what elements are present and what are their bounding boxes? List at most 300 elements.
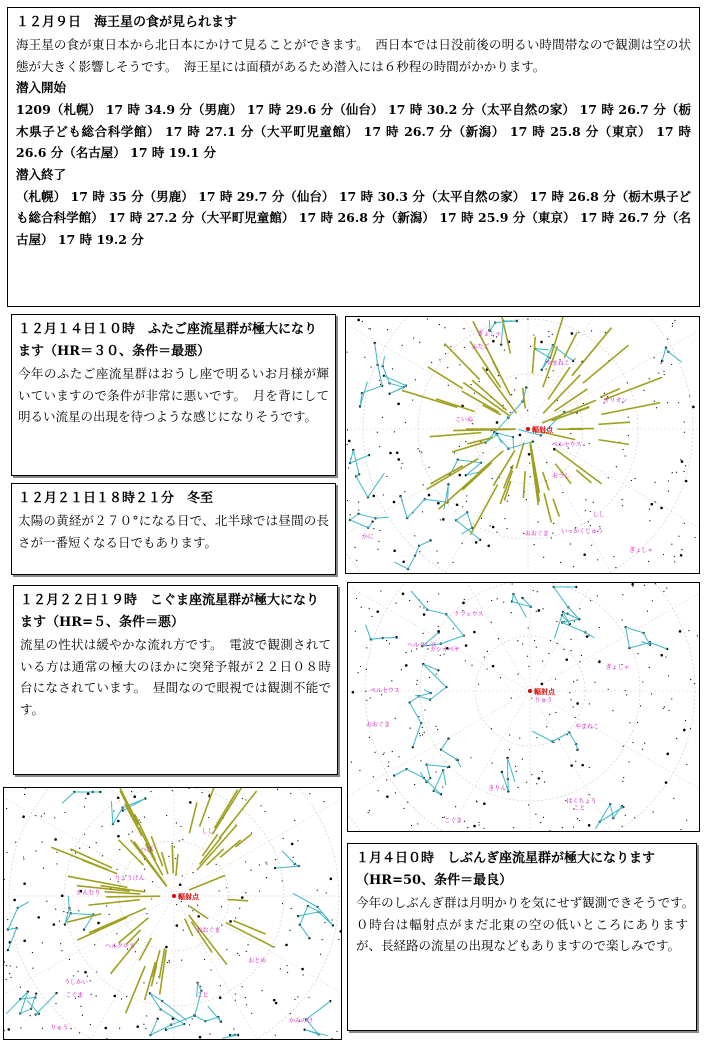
star (42, 1028, 43, 1029)
star (442, 786, 443, 787)
star (533, 334, 534, 335)
star (685, 480, 688, 483)
star (593, 502, 594, 503)
star (355, 631, 356, 632)
star (4, 879, 5, 880)
star (437, 729, 438, 730)
star (694, 683, 695, 684)
star (294, 999, 295, 1000)
star (478, 822, 479, 823)
star (542, 771, 543, 772)
star (380, 590, 381, 591)
constellation-line (222, 1035, 238, 1038)
star (623, 777, 624, 778)
star (387, 329, 388, 330)
star (144, 817, 145, 818)
star (576, 702, 579, 705)
star (44, 813, 45, 814)
star (583, 403, 584, 404)
star (73, 975, 74, 976)
star (347, 500, 348, 501)
constellation-line (441, 739, 461, 768)
star (538, 777, 541, 780)
constellation-line (626, 627, 668, 649)
star (471, 665, 472, 666)
star (392, 751, 393, 752)
star (419, 342, 420, 343)
star (511, 698, 512, 699)
star (303, 974, 304, 975)
star (674, 561, 675, 562)
star (15, 842, 16, 843)
star (436, 771, 437, 772)
radiant-marker (528, 689, 532, 693)
constellation-line (554, 612, 579, 639)
star (121, 998, 122, 999)
star (374, 752, 375, 753)
star (113, 995, 116, 998)
star (389, 452, 392, 455)
star (78, 910, 79, 911)
star (10, 977, 11, 978)
constellation-line (350, 450, 384, 497)
constellation-line (554, 587, 595, 638)
star (320, 954, 321, 955)
star (189, 801, 192, 804)
star (660, 507, 663, 510)
star (665, 781, 668, 784)
star (511, 394, 512, 395)
star (583, 553, 586, 556)
meteor-streak (215, 790, 238, 829)
star (424, 709, 425, 710)
star (405, 652, 406, 653)
egress-label: 潜入終了 (16, 166, 67, 182)
meteor-streak (576, 470, 591, 483)
star (439, 359, 440, 360)
star (338, 939, 339, 940)
star (275, 1002, 278, 1005)
constellation-line (293, 893, 333, 925)
star (423, 607, 424, 608)
star (463, 328, 464, 329)
star (679, 630, 682, 633)
star (517, 787, 518, 788)
star (491, 728, 492, 729)
star (362, 321, 363, 322)
constellation-line (27, 993, 56, 1014)
meteor-streak (598, 422, 630, 424)
star (492, 340, 495, 343)
meteor-streak (151, 836, 162, 866)
star (166, 815, 167, 816)
star (652, 600, 653, 601)
star (637, 722, 638, 723)
star (393, 501, 396, 504)
star (417, 448, 418, 449)
star (589, 794, 590, 795)
star (478, 684, 479, 685)
neptune-body: 海王星の食が東日本から北日本にかけて見ることができます。 西日本では日没前後の明るい時間帯なので観測は空の状態が大きく影響しそうです。 海王星には面積があるため潜入には６秒程の時間がかかります。 (16, 37, 691, 74)
star (89, 847, 90, 848)
star (510, 412, 511, 413)
meteor-streak (600, 389, 620, 398)
constellation-line (512, 594, 531, 617)
star (563, 649, 564, 650)
star (331, 1038, 332, 1039)
star (301, 968, 304, 971)
star (588, 521, 589, 522)
star (365, 691, 366, 692)
star (192, 910, 193, 911)
star (61, 894, 64, 897)
star (245, 799, 246, 800)
constellation-line (8, 902, 29, 950)
meteor-streak (402, 390, 458, 407)
star (54, 817, 55, 818)
meteor-streak (233, 921, 265, 934)
star (570, 764, 573, 767)
constellation-line (395, 541, 431, 570)
constellation-label: おおぐま (365, 721, 390, 729)
star (678, 536, 679, 537)
meteor-streak (548, 367, 570, 400)
star (585, 499, 586, 500)
star (197, 915, 200, 918)
star (671, 698, 672, 699)
star (23, 882, 26, 885)
star (139, 819, 140, 820)
star (63, 911, 64, 912)
star (32, 952, 33, 953)
star (116, 869, 117, 870)
star (246, 951, 247, 952)
star (625, 455, 626, 456)
star (552, 334, 553, 335)
star (459, 446, 460, 447)
star (79, 848, 80, 849)
star (586, 635, 589, 638)
star (247, 944, 248, 945)
star (136, 1025, 139, 1028)
star (144, 890, 145, 891)
meteor-streak (138, 827, 155, 860)
star (117, 796, 120, 799)
meteor-streak (88, 900, 140, 906)
star (64, 812, 65, 813)
star (199, 1036, 202, 1039)
star (648, 561, 649, 562)
star (376, 610, 379, 613)
constellation-line (6, 992, 36, 1014)
star (585, 510, 586, 511)
star (511, 612, 512, 613)
star (570, 433, 571, 434)
star (356, 598, 357, 599)
star (543, 557, 544, 558)
star (649, 378, 650, 379)
star (352, 691, 355, 694)
star (422, 511, 423, 512)
star (55, 909, 56, 910)
star (597, 559, 598, 560)
star (470, 757, 471, 758)
star (369, 810, 370, 811)
star (117, 835, 120, 838)
star (651, 693, 652, 694)
star (42, 942, 43, 943)
star (201, 792, 202, 793)
star (458, 474, 461, 477)
star (94, 944, 95, 945)
star (465, 660, 466, 661)
star (629, 761, 630, 762)
star (474, 392, 475, 393)
constellation-label: おおぐま (196, 926, 221, 934)
star (220, 985, 221, 986)
star (506, 528, 507, 529)
radiant-label: 輻射点 (534, 688, 555, 696)
star (680, 829, 681, 830)
star (239, 908, 240, 909)
star (599, 526, 600, 527)
star (109, 914, 110, 915)
star (613, 556, 614, 557)
star (690, 728, 691, 729)
star (6, 852, 7, 853)
star (369, 608, 370, 609)
star (339, 930, 341, 933)
star (633, 742, 634, 743)
star (429, 467, 430, 468)
star (323, 801, 324, 802)
grid-line (348, 691, 530, 831)
constellation-line (194, 1006, 221, 1022)
meteor-streak (436, 399, 475, 412)
star (371, 616, 372, 617)
constellation-label: おおぐま (524, 530, 549, 538)
star (336, 1031, 337, 1032)
meteor-streak (583, 345, 629, 383)
star (484, 657, 485, 658)
star (622, 826, 623, 827)
star (533, 590, 534, 591)
star (369, 737, 370, 738)
star (616, 466, 617, 467)
star (165, 946, 168, 949)
star (464, 821, 465, 822)
star (654, 482, 655, 483)
grid-line (530, 583, 699, 691)
star (197, 904, 198, 905)
ursids-star-chart (347, 582, 700, 832)
star (546, 462, 547, 463)
ursids-title: １２月２２日１９時 こぐま座流星群が極大になります（HR=５、条件＝悪） (20, 593, 320, 630)
star (435, 726, 436, 727)
star (423, 484, 424, 485)
star (681, 549, 682, 550)
star (182, 875, 183, 876)
star (697, 635, 698, 636)
star (478, 824, 479, 825)
star (242, 986, 243, 987)
star (578, 332, 579, 333)
star (273, 999, 276, 1002)
star (612, 710, 613, 711)
star (526, 782, 527, 783)
star (167, 962, 168, 963)
star (487, 544, 490, 547)
meteor-streak (189, 915, 227, 965)
meteor-streak (189, 802, 197, 833)
star (330, 878, 333, 881)
star (245, 997, 246, 998)
star (176, 822, 177, 823)
star (500, 677, 501, 678)
star (346, 352, 347, 353)
star (565, 658, 568, 661)
star (70, 1028, 71, 1029)
star (427, 601, 428, 602)
star (540, 341, 543, 344)
star (209, 1033, 210, 1034)
star (530, 346, 531, 347)
star (465, 644, 468, 647)
star (437, 562, 438, 563)
star (378, 541, 379, 542)
star (132, 831, 133, 832)
star (146, 1015, 147, 1016)
geminids-title: １２月１４日１０時 ふたご座流星群が極大になります（HR＝３０、条件＝最悪） (18, 322, 318, 359)
star (581, 655, 582, 656)
star (401, 669, 402, 670)
constellation-label: ぎょしゃ (629, 547, 654, 555)
star (688, 630, 689, 631)
star (513, 827, 514, 828)
star (174, 846, 175, 847)
star (581, 764, 584, 767)
constellation-label: ふたご (471, 343, 490, 351)
meteor-streak (543, 346, 558, 387)
star (680, 459, 681, 460)
star (168, 960, 169, 961)
star (573, 826, 574, 827)
star (638, 653, 639, 654)
star (261, 990, 262, 991)
star (106, 905, 107, 906)
star (512, 583, 513, 584)
star (91, 994, 92, 995)
star (412, 399, 413, 400)
star (676, 472, 677, 473)
star (286, 965, 287, 966)
star (515, 378, 516, 379)
constellation-label: ぎょしゃ (477, 330, 502, 338)
star (626, 694, 627, 695)
constellation-label: りゅう (534, 697, 553, 705)
star (551, 537, 552, 538)
star (359, 770, 360, 771)
star (604, 393, 605, 394)
star (366, 700, 367, 701)
star (569, 692, 570, 693)
star (282, 880, 283, 881)
star (61, 950, 62, 951)
star (417, 680, 418, 681)
star (588, 635, 589, 636)
star (442, 518, 445, 521)
star (348, 440, 351, 443)
constellation-line (456, 513, 480, 540)
star (530, 476, 531, 477)
star (668, 710, 669, 711)
star (517, 674, 518, 675)
star (421, 452, 422, 453)
star (573, 681, 574, 682)
geminids-box (11, 314, 336, 476)
star (393, 549, 396, 552)
star (181, 959, 182, 960)
meteor-streak (430, 466, 463, 484)
meteor-streak (453, 429, 514, 430)
meteor-streak (564, 333, 577, 358)
star (437, 502, 440, 505)
star (546, 369, 547, 370)
star (685, 720, 686, 721)
star (680, 554, 683, 557)
constellation-label: ヘルクレス (105, 942, 135, 950)
star (559, 739, 560, 740)
star (386, 640, 387, 641)
star (444, 327, 445, 328)
star (183, 930, 184, 931)
star (692, 406, 695, 409)
star (140, 822, 141, 823)
meteor-streak (428, 367, 463, 389)
star (251, 1013, 252, 1014)
star (172, 843, 173, 844)
constellation-label: ペルセウス (370, 687, 400, 695)
star (378, 790, 379, 791)
star (631, 480, 632, 481)
star (684, 421, 685, 422)
star (35, 815, 36, 816)
constellation-label: いっかくじゅう (561, 528, 604, 536)
star (237, 953, 238, 954)
star (440, 519, 441, 520)
constellation-label: やまねこ (574, 723, 599, 731)
star (219, 996, 220, 997)
star (589, 767, 590, 768)
star (483, 452, 484, 453)
star (357, 672, 358, 673)
star (519, 737, 520, 738)
star (150, 791, 151, 792)
star (555, 678, 556, 679)
star (549, 714, 550, 715)
star (293, 857, 294, 858)
star (598, 661, 601, 664)
meteor-streak (139, 938, 151, 960)
meteor-streak (542, 400, 596, 423)
star (402, 560, 405, 563)
star (570, 543, 571, 544)
star (490, 525, 491, 526)
star (259, 890, 260, 891)
star (464, 599, 465, 600)
constellation-line (350, 514, 389, 528)
star (388, 766, 389, 767)
